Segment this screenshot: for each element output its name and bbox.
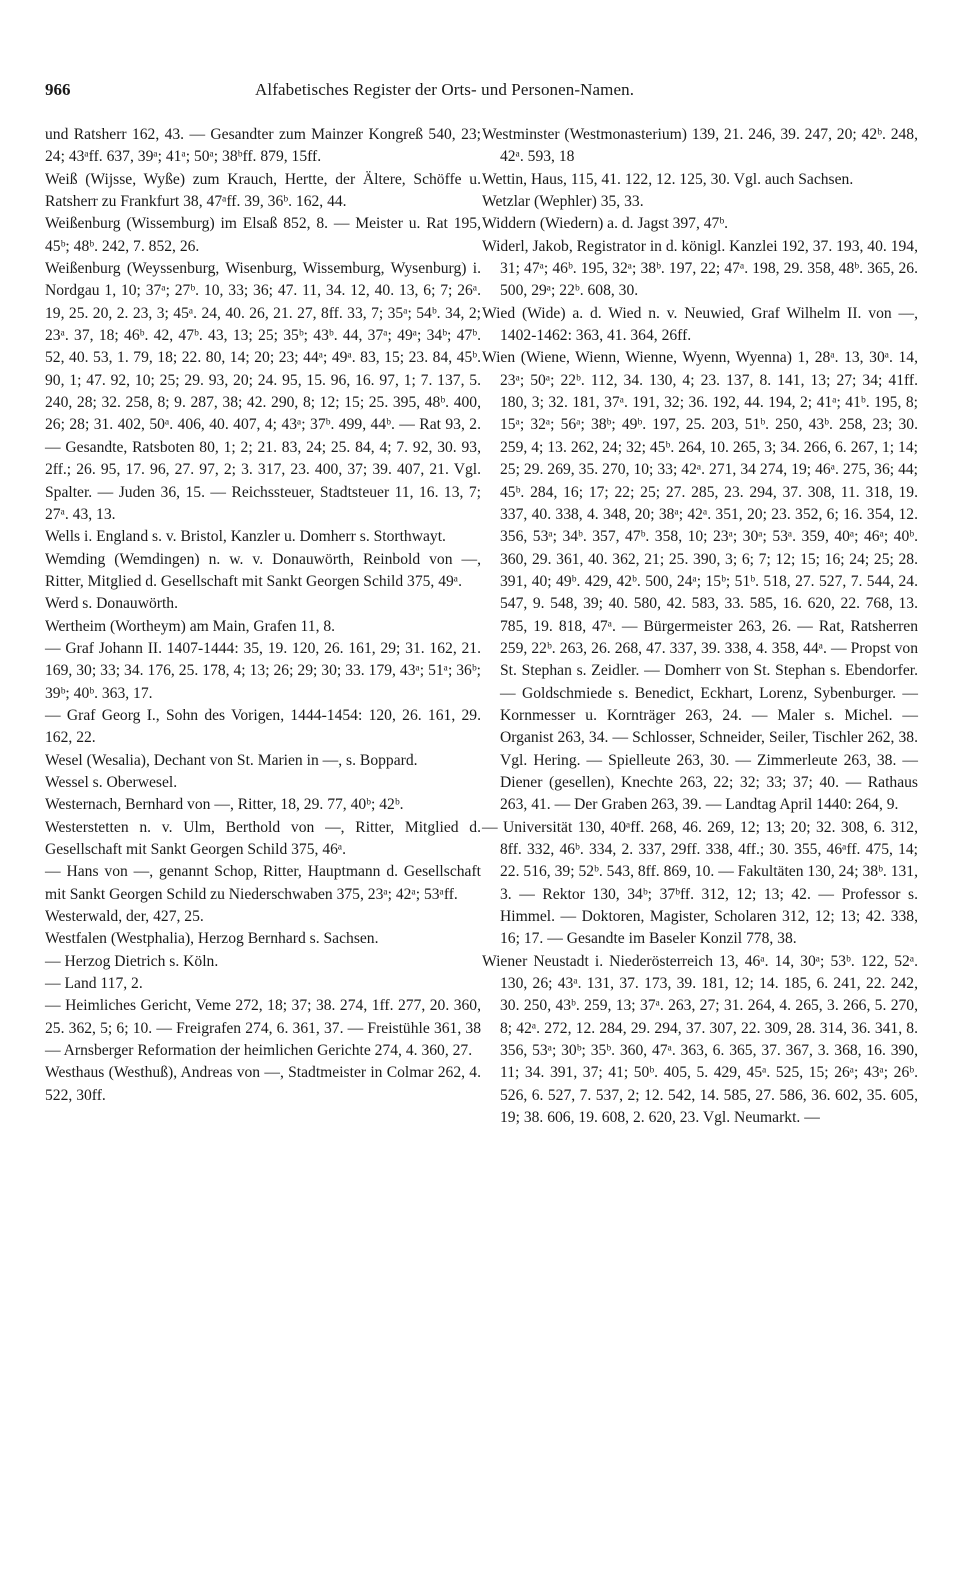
index-entry: Wesel (Wesalia), Dechant von St. Marien in —, s. Boppard. [45, 751, 418, 769]
index-entry: Weißenburg (Weyssenburg, Wisenburg, Wissemburg, Wysenburg) i. Nordgau 1, 10; 37ᵃ; 27ᵇ. 10, 33; 36; 47. 11, 34. 12, 40. 13, 6; 7; 26ᵃ. 19, 25. 20, 2. 23, 3; 45ᵃ. 24, 40. 26, 21. 27, 8ff. 33, 7; 35ᵃ; 54ᵇ. 34, 2; 23ᵃ. 37, 18; 46ᵇ. 42, 47ᵇ. 43, 13; 25; 35ᵇ; 43ᵇ. 44, 37ᵃ; 49ᵃ; 34ᵇ; 47ᵇ. 52, 40. 53, 1. 79, 18; 22. 80, 14; 20; 23; 44ᵃ; 49ᵃ. 83, 15; 23. 84, 45ᵇ. 90, 1; 47. 92, 10; 25; 29. 93, 20; 24. 95, 15. 96, 16. 97, 1; 7. 137, 5. 240, 28; 32. 258, 8; 9. 287, 38; 42. 290, 8; 12; 15; 25. 395, 48ᵇ. 400, 26; 28; 31. 402, 50ᵃ. 406, 40. 407, 4; 43ᵃ; 37ᵇ. 499, 44ᵇ. — Rat 93, 2. — Gesandte, Ratsboten 80, 1; 2; 21. 83, 24; 25. 84, 4; 7. 92, 30. 93, 2ff.; 26. 95, 17. 96, 27. 97, 2; 3. 317, 23. 400, 37; 39. 407, 21. Vgl. Spalter. — Juden 36, 15. — Reichssteuer, Stadtsteuer 11, 16. 13, 7; 27ᵃ. 43, 13. [45, 260, 481, 523]
index-entry: Wiener Neustadt i. Niederösterreich 13, 46ᵃ. 14, 30ᵃ; 53ᵇ. 122, 52ᵃ. 130, 26; 43ᵃ. 131, 37. 173, 39. 181, 12; 14. 185, 6. 241, 22. 242, 30. 250, 43ᵇ. 259, 13; 37ᵃ. 263, 27; 31. 264, 4. 265, 3. 266, 5. 270, 8; 42ᵃ. 272, 12. 284, 29. 294, 37. 307, 22. 309, 28. 314, 36. 341, 8. 356, 53ᵃ; 30ᵇ; 35ᵇ. 360, 47ᵃ. 363, 6. 365, 37. 367, 3. 368, 16. 390, 11; 34. 391, 37; 41; 50ᵇ. 405, 5. 429, 45ᵃ. 525, 15; 26ᵃ; 43ᵃ; 26ᵇ. 526, 6. 527, 7. 537, 2; 12. 542, 14. 585, 27. 586, 36. 602, 35. 605, 19; 38. 606, 19. 608, 2. 620, 23. Vgl. Neumarkt. — [482, 952, 918, 1127]
page-header [45, 80, 915, 106]
index-entry: Wertheim (Wortheym) am Main, Grafen 11, 8. [45, 617, 336, 635]
index-entry: — Graf Georg I., Sohn des Vorigen, 1444-1454: 120, 26. 161, 29. 162, 22. [45, 706, 481, 747]
index-entry: Widerl, Jakob, Registrator in d. königl. Kanzlei 192, 37. 193, 40. 194, 31; 47ᵃ; 46ᵇ. 195, 32ᵃ; 38ᵇ. 197, 22; 47ᵃ. 198, 29. 358, 48ᵇ. 365, 26. 500, 29ᵃ; 22ᵇ. 608, 30. [482, 237, 918, 300]
index-entry: Westernach, Bernhard von —, Ritter, 18, 29. 77, 40ᵇ; 42ᵇ. [45, 796, 404, 814]
index-entry: Westhaus (Westhuß), Andreas von —, Stadtmeister in Colmar 262, 4. 522, 30ff. [45, 1064, 481, 1104]
index-entry: — Graf Johann II. 1407-1444: 35, 19. 120, 26. 161, 29; 31. 162, 21. 169, 30; 33; 34. 176, 25. 178, 4; 13; 26; 29; 30; 33. 179, 43ᵃ; 51ᵃ; 36ᵇ; 39ᵇ; 40ᵇ. 363, 17. [45, 639, 481, 702]
index-entry: und Ratsherr 162, 43. — Gesandter zum Mainzer Kongreß 540, 23; 24; 43ᵃff. 637, 39ᵃ; 41ᵃ; 50ᵃ; 38ᵇff. 879, 15ff. [45, 126, 481, 166]
index-entry: — Heimliches Gericht, Veme 272, 18; 37; 38. 274, 1ff. 277, 20. 360, 25. 362, 5; 6; 10. — Freigrafen 274, 6. 361, 37. — Freistühle 361, 38 — Arnsberger Reformation der heimlichen Gerichte 274, 4. 360, 27. [45, 997, 481, 1060]
index-entry: — Universität 130, 40ᵃff. 268, 46. 269, 12; 13; 20; 32. 308, 6. 312, 8ff. 332, 46ᵇ. 334, 2. 337, 29ff. 338, 4ff.; 30. 355, 46ᵃff. 475, 14; 22. 516, 39; 52ᵇ. 543, 8ff. 869, 10. — Fakultäten 130, 24; 38ᵇ. 131, 3. — Rektor 130, 34ᵇ; 37ᵇff. 312, 12; 13; 42. — Professor s. Himmel. — Doktoren, Magister, Scholaren 312, 12; 13; 42. 338, 16; 17. — Gesandte im Baseler Konzil 778, 38. [482, 818, 918, 948]
index-entry: Wettin, Haus, 115, 41. 122, 12. 125, 30. Vgl. auch Sachsen. [482, 170, 854, 188]
index-entry: Wells i. England s. v. Bristol, Kanzler u. Domherr s. Storthwayt. [45, 528, 446, 546]
index-entry: Widdern (Wiedern) a. d. Jagst 397, 47ᵇ. [482, 215, 729, 233]
index-entry: Weiß (Wijsse, Wyße) zum Krauch, Hertte, der Ältere, Schöffe u. Ratsherr zu Frankfurt 38, 47ᵃff. 39, 36ᵇ. 162, 44. [45, 170, 481, 211]
index-entry: — Land 117, 2. [45, 975, 143, 993]
index-entry: Wemding (Wemdingen) n. w. v. Donauwörth, Reinbold von —, Ritter, Mitglied d. Gesellschaft mit Sankt Georgen Schild 375, 49ᵃ. [45, 550, 481, 590]
index-entry: Weißenburg (Wissemburg) im Elsaß 852, 8. — Meister u. Rat 195, 45ᵇ; 48ᵇ. 242, 7. 852, 26. [45, 215, 481, 255]
index-entry: Westerstetten n. v. Ulm, Berthold von —, Ritter, Mitglied d. Gesellschaft mit Sankt Georgen Schild 375, 46ᵃ. [45, 818, 481, 858]
index-entry: Westfalen (Westphalia), Herzog Bernhard s. Sachsen. [45, 930, 379, 948]
index-entry: Westerwald, der, 427, 25. [45, 908, 204, 926]
left-column [45, 124, 481, 1107]
index-entry: Wied (Wide) a. d. Wied n. v. Neuwied, Graf Wilhelm II. von —, 1402-1462: 363, 41. 364, 26ff. [482, 304, 918, 345]
index-entry: Werd s. Donauwörth. [45, 595, 178, 613]
index-entry: — Hans von —, genannt Schop, Ritter, Hauptmann d. Gesellschaft mit Sankt Georgen Schild zu Niederschwaben 375, 23ᵃ; 42ᵃ; 53ᵃff. [45, 863, 481, 903]
page-number: 966 [45, 80, 71, 99]
index-entry: Westminster (Westmonasterium) 139, 21. 246, 39. 247, 20; 42ᵇ. 248, 42ᵃ. 593, 18 [482, 126, 918, 166]
index-entry: Wessel s. Oberwesel. [45, 773, 178, 791]
index-entry: Wien (Wiene, Wienn, Wienne, Wyenn, Wyenna) 1, 28ᵃ. 13, 30ᵃ. 14, 23ᵃ; 50ᵃ; 22ᵇ. 112, 34. 130, 4; 23. 137, 8. 141, 13; 27; 34; 41ff. 180, 3; 32. 181, 37ᵃ. 191, 32; 36. 192, 44. 194, 2; 41ᵃ; 41ᵇ. 195, 8; 15ᵃ; 32ᵃ; 56ᵃ; 38ᵇ; 49ᵇ. 197, 25. 203, 51ᵇ. 250, 43ᵇ. 258, 23; 30. 259, 4; 13. 262, 24; 32; 45ᵇ. 264, 10. 265, 3; 34. 266, 6. 267, 1; 14; 25; 29. 269, 35. 270, 10; 33; 42ᵃ. 271, 34 274, 19; 46ᵃ. 275, 36; 44; 45ᵇ. 284, 16; 17; 22; 25; 27. 285, 23. 294, 37. 308, 11. 318, 19. 337, 40. 338, 4. 348, 20; 38ᵃ; 42ᵃ. 351, 20; 23. 352, 6; 16. 354, 12. 356, 53ᵃ; 34ᵇ. 357, 47ᵇ. 358, 10; 23ᵃ; 30ᵃ; 53ᵃ. 359, 40ᵃ; 46ᵃ; 40ᵇ. 360, 29. 361, 40. 362, 21; 25. 390, 3; 6; 7; 12; 15; 16; 24; 25; 28. 391, 40; 49ᵇ. 429, 42ᵇ. 500, 24ᵃ; 15ᵇ; 51ᵇ. 518, 27. 527, 7. 544, 24. 547, 9. 548, 39; 40. 580, 42. 583, 33. 585, 16. 620, 22. 768, 13. 785, 19. 818, 47ᵃ. — Bürgermeister 263, 26. — Rat, Ratsherren 259, 22ᵇ. 263, 26. 268, 47. 337, 39. 338, 4. 358, 44ᵃ. — Propst von St. Stephan s. Zeidler. — Domherr von St. Stephan s. Ebendorfer. — Goldschmiede s. Benedict, Eckhart, Lorenz, Sybenburger. — Kornmesser u. Kornträger 263, 24. — Maler s. Michel. — Organist 263, 34. — Schlosser, Schneider, Seiler, Tischler 262, 38. Vgl. Hering. — Spielleute 263, 30. — Zimmerleute 263, 38. — Diener (gesellen), Knechte 263, 22; 32; 33; 37; 40. — Rathaus 263, 41. — Der Graben 263, 39. — Landtag April 1440: 264, 9. [482, 349, 918, 814]
running-title: Alfabetisches Register der Orts- und Personen-Namen. [255, 80, 635, 99]
index-entry: Wetzlar (Wephler) 35, 33. [482, 193, 644, 211]
index-entry: — Herzog Dietrich s. Köln. [45, 952, 219, 970]
right-column [482, 124, 918, 1129]
